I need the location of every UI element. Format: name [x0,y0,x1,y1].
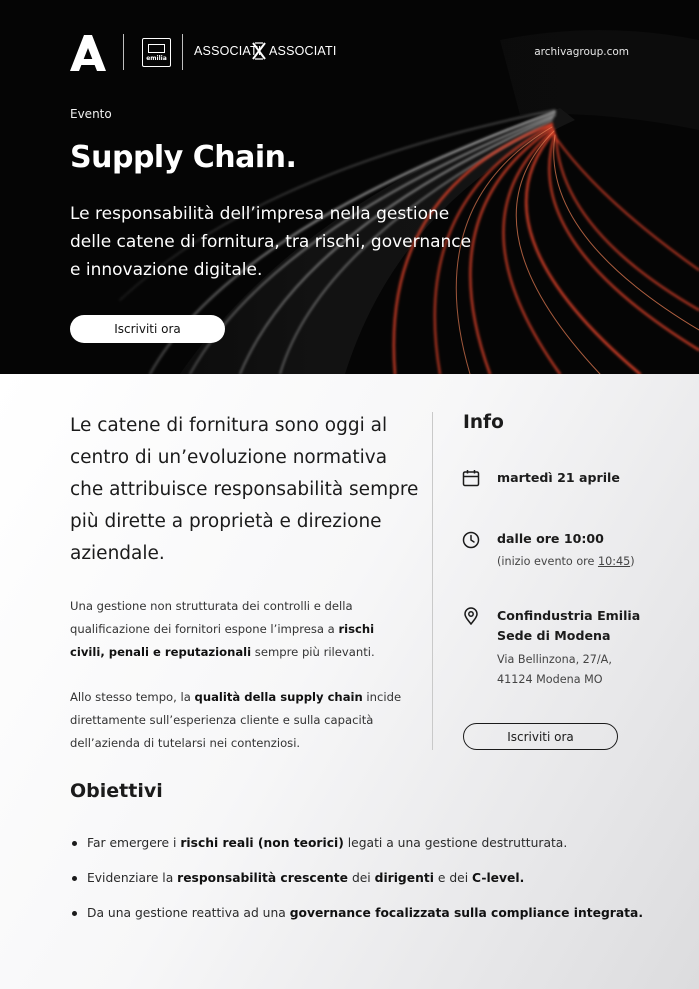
list-item: Far emergere i rischi reali (non teorici) legati a una gestione destrutturata. [70,834,650,852]
building-icon [148,44,165,53]
lead-paragraph: Le catene di fornitura sono oggi al centro di un’evoluzione normativa che attribuisce responsabilità sempre più dirette a proprietà e direzione aziendale. [70,415,419,564]
header-divider [123,34,124,70]
objectives-title: Obiettivi [70,780,163,802]
hero-banner [0,0,699,374]
list-item: Da una gestione reattiva ad una governance focalizzata sulla compliance integrata. [70,904,650,922]
archiva-logo-icon [70,35,106,71]
info-title: Info [463,412,504,433]
website-link[interactable]: archivagroup.com [534,46,629,58]
body-paragraph-1: Una gestione non strutturata dei controlli e della qualificazione dei fornitori espone l’impresa a rischi civili, penali e reputazionali sempre più rilevanti. [70,599,375,659]
body-paragraph-2: Allo stesso tempo, la qualità della supply chain incide direttamente sull’esperienza cliente e sulla capacità dell’azienda di tutelarsi nei contenziosi. [70,690,402,750]
hero-register-button[interactable]: Iscriviti ora [70,315,225,343]
header-divider [182,34,183,70]
clock-icon [462,531,480,549]
associati-logo-right: ASSOCIATI [269,44,337,58]
event-date: martedì 21 aprile [497,470,620,485]
associati-emblem-icon [252,42,266,60]
venue-name: Confindustria Emilia Sede di Modena [497,608,641,643]
associati-logo-left: ASSOCIATI [194,44,262,58]
hero-title: Supply Chain. [70,140,297,175]
event-time: dalle ore 10:00 [497,531,604,546]
confindustria-emilia-logo: emilia [142,38,171,67]
info-register-button[interactable]: Iscriviti ora [463,723,618,750]
column-divider [432,412,433,750]
calendar-icon [462,469,480,487]
hero-subtitle: Le responsabilità dell’impresa nella gestione delle catene di fornitura, tra rischi, governance e innovazione digitale. [70,204,472,280]
objectives-list [70,834,650,939]
event-eyebrow: Evento [70,107,112,121]
venue-address: Via Bellinzona, 27/A, 41124 Modena MO [497,653,612,686]
location-pin-icon [462,607,480,625]
content-section [0,374,699,989]
event-start-note: (inizio evento ore 10:45) [497,555,635,568]
list-item: Evidenziare la responsabilità crescente dei dirigenti e dei C-level. [70,869,650,887]
header-bar [0,0,699,100]
